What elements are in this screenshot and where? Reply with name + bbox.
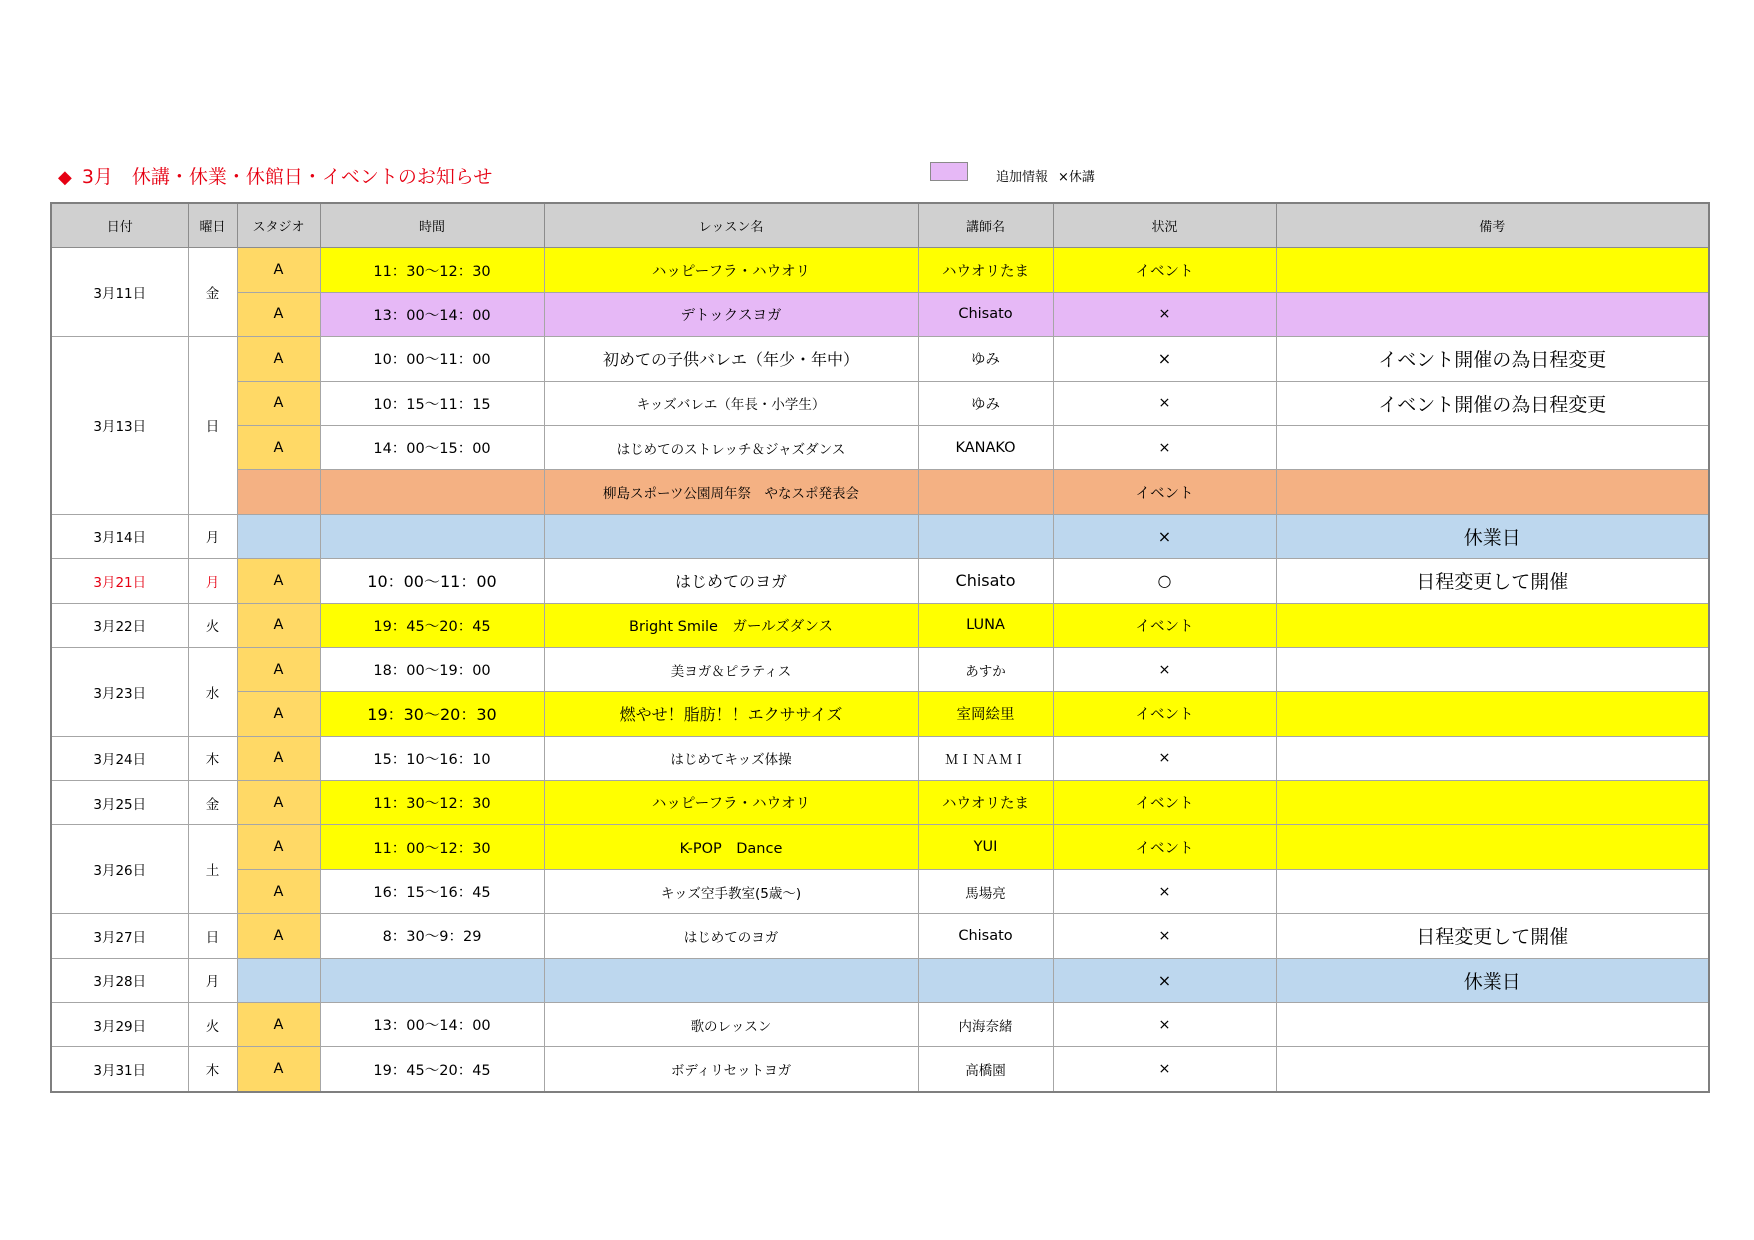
studio-cell: A	[237, 1003, 320, 1047]
header-row	[51, 203, 1709, 248]
table-row	[51, 958, 1709, 1002]
diamond-icon: ◆	[58, 167, 72, 188]
time-cell: 18：00～19：00	[320, 647, 544, 691]
studio-cell: A	[237, 292, 320, 336]
table-row	[51, 914, 1709, 958]
note-cell: 日程変更して開催	[1276, 559, 1709, 603]
day-cell: 日	[188, 914, 237, 958]
col-day: 曜日	[188, 203, 237, 248]
teacher-cell: YUI	[918, 825, 1053, 869]
status-cell: ×	[1053, 292, 1276, 336]
status-cell: ×	[1053, 914, 1276, 958]
table-row	[51, 692, 1709, 736]
note-cell	[1276, 470, 1709, 514]
lesson-cell: 燃やせ！脂肪！！エクササイズ	[544, 692, 918, 736]
teacher-cell: 内海奈緒	[918, 1003, 1053, 1047]
col-note: 備考	[1276, 203, 1709, 248]
date-cell: 3月23日	[51, 647, 188, 736]
note-cell	[1276, 425, 1709, 469]
lesson-cell: はじめてキッズ体操	[544, 736, 918, 780]
time-cell	[320, 514, 544, 558]
table-row	[51, 1047, 1709, 1092]
status-cell: ○	[1053, 559, 1276, 603]
studio-cell: A	[237, 425, 320, 469]
lesson-cell: キッズ空手教室(5歳～)	[544, 869, 918, 913]
teacher-cell: 室岡絵里	[918, 692, 1053, 736]
col-time: 時間	[320, 203, 544, 248]
teacher-cell: あすか	[918, 647, 1053, 691]
lesson-cell: ハッピーフラ・ハウオリ	[544, 248, 918, 292]
note-cell	[1276, 1047, 1709, 1092]
studio-cell: A	[237, 381, 320, 425]
time-cell: 10：00～11：00	[320, 559, 544, 603]
date-cell: 3月13日	[51, 337, 188, 515]
lesson-cell: はじめてのストレッチ＆ジャズダンス	[544, 425, 918, 469]
status-cell: イベント	[1053, 781, 1276, 825]
status-cell: ×	[1053, 381, 1276, 425]
lesson-cell: キッズバレエ（年長・小学生）	[544, 381, 918, 425]
teacher-cell: ゆみ	[918, 381, 1053, 425]
table-row	[51, 514, 1709, 558]
date-cell: 3月29日	[51, 1003, 188, 1047]
day-cell: 木	[188, 736, 237, 780]
studio-cell: A	[237, 692, 320, 736]
studio-cell: A	[237, 781, 320, 825]
time-cell: 10：00～11：00	[320, 337, 544, 381]
studio-cell: A	[237, 869, 320, 913]
legend-label: 追加情報	[996, 170, 1049, 185]
teacher-cell: Chisato	[918, 292, 1053, 336]
note-cell	[1276, 292, 1709, 336]
teacher-cell: 高橋園	[918, 1047, 1053, 1092]
day-cell: 金	[188, 248, 237, 337]
time-cell: 10：15～11：15	[320, 381, 544, 425]
title-text: 3月 休講・休業・休館日・イベントのお知らせ	[81, 166, 493, 188]
studio-cell: A	[237, 248, 320, 292]
table-row	[51, 781, 1709, 825]
studio-cell	[237, 958, 320, 1002]
teacher-cell	[918, 958, 1053, 1002]
day-cell: 土	[188, 825, 237, 914]
note-cell: 日程変更して開催	[1276, 914, 1709, 958]
table-row	[51, 736, 1709, 780]
table-row	[51, 825, 1709, 869]
table-row	[51, 559, 1709, 603]
status-cell: イベント	[1053, 825, 1276, 869]
lesson-cell: ハッピーフラ・ハウオリ	[544, 781, 918, 825]
time-cell: 8：30～9：29	[320, 914, 544, 958]
time-cell: 13：00～14：00	[320, 1003, 544, 1047]
time-cell: 19：45～20：45	[320, 603, 544, 647]
studio-cell: A	[237, 914, 320, 958]
date-cell: 3月27日	[51, 914, 188, 958]
studio-cell: A	[237, 825, 320, 869]
note-cell	[1276, 825, 1709, 869]
studio-cell: A	[237, 736, 320, 780]
day-cell: 日	[188, 337, 237, 515]
table-row	[51, 425, 1709, 469]
status-cell: ×	[1053, 337, 1276, 381]
table-row	[51, 292, 1709, 336]
schedule-table	[50, 202, 1710, 1093]
lesson-cell: デトックスヨガ	[544, 292, 918, 336]
lesson-cell: 柳島スポーツ公園周年祭 やなスポ発表会	[544, 470, 918, 514]
teacher-cell	[918, 470, 1053, 514]
status-cell: イベント	[1053, 470, 1276, 514]
table-row	[51, 647, 1709, 691]
lesson-cell: 歌のレッスン	[544, 1003, 918, 1047]
studio-cell: A	[237, 603, 320, 647]
date-cell: 3月22日	[51, 603, 188, 647]
time-cell: 19：30～20：30	[320, 692, 544, 736]
status-cell: ×	[1053, 425, 1276, 469]
teacher-cell: Chisato	[918, 559, 1053, 603]
legend-cancel-label: ×休講	[1058, 170, 1095, 185]
status-cell: ×	[1053, 514, 1276, 558]
date-cell: 3月25日	[51, 781, 188, 825]
day-cell: 月	[188, 514, 237, 558]
status-cell: イベント	[1053, 248, 1276, 292]
day-cell: 金	[188, 781, 237, 825]
note-cell	[1276, 781, 1709, 825]
table-row	[51, 248, 1709, 292]
date-cell: 3月24日	[51, 736, 188, 780]
studio-cell: A	[237, 1047, 320, 1092]
time-cell: 19：45～20：45	[320, 1047, 544, 1092]
status-cell: ×	[1053, 736, 1276, 780]
status-cell: イベント	[1053, 692, 1276, 736]
table-row	[51, 869, 1709, 913]
note-cell	[1276, 647, 1709, 691]
time-cell: 11：00～12：30	[320, 825, 544, 869]
legend-swatch	[930, 162, 968, 181]
page-title	[58, 162, 492, 189]
col-status: 状況	[1053, 203, 1276, 248]
teacher-cell: LUNA	[918, 603, 1053, 647]
time-cell	[320, 470, 544, 514]
status-cell: ×	[1053, 1003, 1276, 1047]
day-cell: 木	[188, 1047, 237, 1092]
note-cell	[1276, 1003, 1709, 1047]
time-cell	[320, 958, 544, 1002]
col-studio: スタジオ	[237, 203, 320, 248]
time-cell: 11：30～12：30	[320, 781, 544, 825]
lesson-cell: 美ヨガ＆ピラティス	[544, 647, 918, 691]
lesson-cell	[544, 958, 918, 1002]
date-cell: 3月21日	[51, 559, 188, 603]
time-cell: 13：00～14：00	[320, 292, 544, 336]
table-row	[51, 1003, 1709, 1047]
studio-cell: A	[237, 647, 320, 691]
teacher-cell: 馬場亮	[918, 869, 1053, 913]
col-teacher: 講師名	[918, 203, 1053, 248]
table-row	[51, 470, 1709, 514]
teacher-cell	[918, 514, 1053, 558]
status-cell: イベント	[1053, 603, 1276, 647]
lesson-cell: 初めての子供バレエ（年少・年中）	[544, 337, 918, 381]
teacher-cell: ハウオリたま	[918, 248, 1053, 292]
date-cell: 3月26日	[51, 825, 188, 914]
note-cell	[1276, 736, 1709, 780]
lesson-cell: Bright Smile ガールズダンス	[544, 603, 918, 647]
lesson-cell: K-POP Dance	[544, 825, 918, 869]
table-row	[51, 337, 1709, 381]
note-cell	[1276, 248, 1709, 292]
status-cell: ×	[1053, 647, 1276, 691]
teacher-cell: KANAKO	[918, 425, 1053, 469]
note-cell: イベント開催の為日程変更	[1276, 381, 1709, 425]
teacher-cell: Chisato	[918, 914, 1053, 958]
status-cell: ×	[1053, 1047, 1276, 1092]
col-lesson: レッスン名	[544, 203, 918, 248]
note-cell: 休業日	[1276, 958, 1709, 1002]
studio-cell: A	[237, 559, 320, 603]
note-cell	[1276, 692, 1709, 736]
teacher-cell: ゆみ	[918, 337, 1053, 381]
note-cell: イベント開催の為日程変更	[1276, 337, 1709, 381]
time-cell: 11：30～12：30	[320, 248, 544, 292]
table-row	[51, 381, 1709, 425]
time-cell: 15：10～16：10	[320, 736, 544, 780]
date-cell: 3月14日	[51, 514, 188, 558]
note-cell	[1276, 603, 1709, 647]
teacher-cell: ＭＩＮＡＭＩ	[918, 736, 1053, 780]
day-cell: 火	[188, 1003, 237, 1047]
status-cell: ×	[1053, 869, 1276, 913]
teacher-cell: ハウオリたま	[918, 781, 1053, 825]
time-cell: 14：00～15：00	[320, 425, 544, 469]
note-cell	[1276, 869, 1709, 913]
status-cell: ×	[1053, 958, 1276, 1002]
col-date: 日付	[51, 203, 188, 248]
day-cell: 月	[188, 958, 237, 1002]
day-cell: 水	[188, 647, 237, 736]
table-row	[51, 603, 1709, 647]
lesson-cell: はじめてのヨガ	[544, 914, 918, 958]
day-cell: 月	[188, 559, 237, 603]
lesson-cell	[544, 514, 918, 558]
date-cell: 3月11日	[51, 248, 188, 337]
date-cell: 3月28日	[51, 958, 188, 1002]
day-cell: 火	[188, 603, 237, 647]
lesson-cell: はじめてのヨガ	[544, 559, 918, 603]
time-cell: 16：15～16：45	[320, 869, 544, 913]
studio-cell	[237, 470, 320, 514]
note-cell: 休業日	[1276, 514, 1709, 558]
date-cell: 3月31日	[51, 1047, 188, 1092]
lesson-cell: ボディリセットヨガ	[544, 1047, 918, 1092]
studio-cell	[237, 514, 320, 558]
studio-cell: A	[237, 337, 320, 381]
